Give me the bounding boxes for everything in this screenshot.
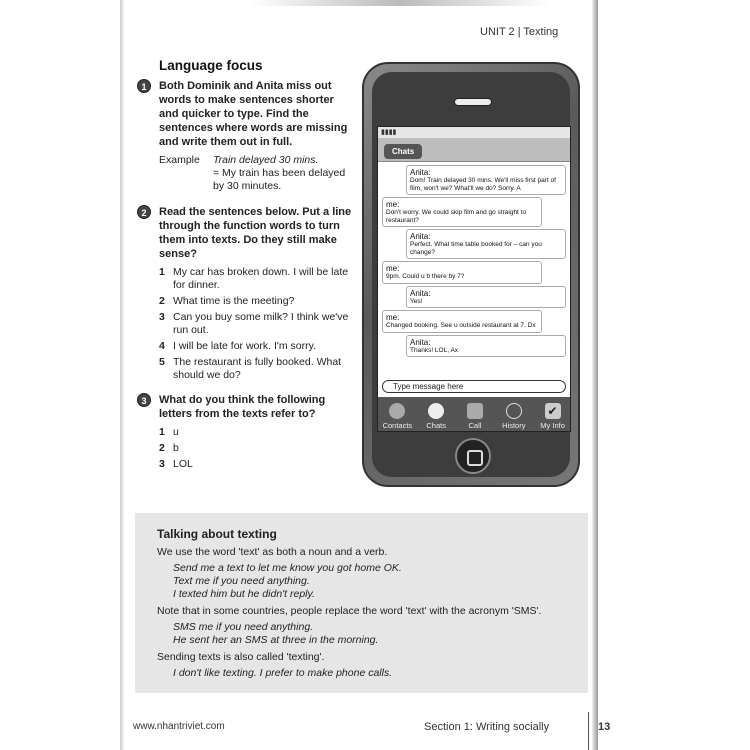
checkmark-icon: ✔: [545, 403, 561, 419]
section-title: Language focus: [159, 58, 263, 73]
sentence-item: 5 The restaurant is fully booked. What should we do?: [159, 356, 342, 381]
box-example: I don't like texting. I prefer to make phone calls.: [173, 667, 393, 679]
sentence-item: 3 Can you buy some milk? I think we've run out.: [159, 311, 349, 336]
top-shadow: [250, 0, 550, 6]
speaker-icon: [454, 98, 492, 106]
page-margin-right: [596, 0, 750, 750]
box-example: Text me if you need anything.: [173, 575, 310, 587]
home-button: [455, 438, 491, 474]
example-text: Train delayed 30 mins.: [213, 154, 319, 166]
message-list: [382, 165, 566, 377]
box-example: He sent her an SMS at three in the morning.: [173, 634, 379, 646]
message-bubble: Anita: Thanks! LOL, Ax: [406, 335, 566, 358]
language-focus-column: [137, 58, 355, 474]
chats-back-button[interactable]: Chats: [384, 144, 422, 159]
letter-item: 3 LOL: [159, 458, 193, 470]
signal-icon: ▮▮▮▮: [378, 127, 570, 138]
telephone-icon: [467, 403, 483, 419]
message-bubble: me: Changed booking. See u outside restaurant at 7. Dx: [382, 310, 542, 333]
talking-about-texting-box: [135, 513, 588, 693]
tab-history[interactable]: History: [495, 403, 532, 430]
footer-divider: [588, 712, 589, 750]
tab-my-info[interactable]: ✔ My Info: [540, 404, 565, 430]
page-edge-right: [592, 0, 598, 750]
sentence-item: 1 My car has broken down. I will be late for dinner.: [159, 266, 349, 291]
question-2: Read the sentences below. Put a line through the function words to turn them into texts. Do they still make sense?: [159, 206, 352, 260]
letter-item: 1 u: [159, 426, 179, 438]
letter-item: 2 b: [159, 442, 179, 454]
box-example: SMS me if you need anything.: [173, 621, 314, 633]
message-input[interactable]: Type message here: [382, 380, 566, 393]
box-paragraph: Sending texts is also called 'texting'.: [157, 651, 325, 663]
message-bubble: Anita: Dom! Train delayed 30 mins. We'll miss first part of film, won't we? What'll we do? Sorry. A: [406, 165, 566, 195]
question-number: 3: [137, 393, 151, 407]
page-edge-left: [120, 0, 124, 750]
example-answer: = My train has been delayed by 30 minutes.: [213, 167, 346, 192]
clock-icon: [506, 403, 522, 419]
message-bubble: Anita: Perfect. What time table booked for – can you change?: [406, 229, 566, 259]
message-bubble: me: 9pm. Could u b there by 7?: [382, 261, 542, 284]
question-row: [137, 393, 355, 421]
sentence-item: 2 What time is the meeting?: [159, 295, 295, 307]
box-example: I texted him but he didn't reply.: [173, 588, 315, 600]
chat-icon: [428, 403, 444, 419]
box-paragraph: Note that in some countries, people replace the word 'text' with the acronym 'SMS'.: [157, 605, 542, 617]
question-1: Both Dominik and Anita miss out words to make sentences shorter and quicker to type. Find the sentences where words are missing and write them out in full.: [159, 80, 348, 148]
question-row: [137, 79, 355, 149]
person-icon: [389, 403, 405, 419]
question-row: [137, 205, 355, 261]
box-paragraph: We use the word 'text' as both a noun and a verb.: [157, 546, 388, 558]
phone-tab-bar: [378, 397, 571, 432]
sentence-item: 4 I will be late for work. I'm sorry.: [159, 340, 317, 352]
unit-header: UNIT 2 | Texting: [480, 26, 559, 38]
tab-chats[interactable]: Chats: [418, 403, 455, 430]
page-number: 13: [598, 721, 611, 733]
example-label: Example: [159, 154, 200, 166]
message-bubble: Anita: Yes!: [406, 286, 566, 309]
question-number: 1: [137, 79, 151, 93]
tab-contacts[interactable]: Contacts: [379, 403, 416, 430]
phone-screen: [377, 126, 571, 432]
example: [159, 154, 355, 193]
question-3: What do you think the following letters from the texts refer to?: [159, 394, 326, 420]
phone-illustration: [362, 62, 580, 487]
box-title: Talking about texting: [157, 527, 277, 541]
question-number: 2: [137, 205, 151, 219]
box-example: Send me a text to let me know you got home OK.: [173, 562, 402, 574]
message-bubble: me: Don't worry. We could skip film and go straight to restaurant?: [382, 197, 542, 227]
footer-website: www.nhantriviet.com: [133, 721, 225, 732]
tab-call[interactable]: Call: [456, 403, 493, 430]
page-margin-left: [0, 0, 122, 750]
footer-section: Section 1: Writing socially: [424, 721, 550, 733]
